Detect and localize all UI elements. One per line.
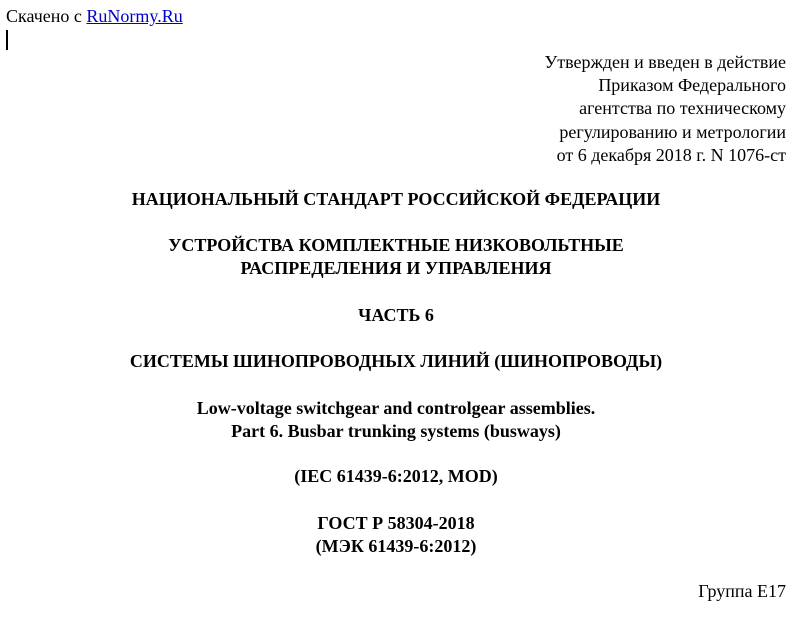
approval-line: регулированию и метрологии [559,121,786,142]
approval-line: Утвержден и введен в действие [544,52,786,72]
downloaded-from-line [6,5,183,27]
text-cursor [6,30,8,50]
approval-block [544,51,786,167]
national-standard-text: НАЦИОНАЛЬНЫЙ СТАНДАРТ РОССИЙСКОЙ ФЕДЕРАЦИИ [131,189,661,209]
part-heading [0,304,792,327]
title-line: УСТРОЙСТВА КОМПЛЕКТНЫЕ НИЗКОВОЛЬТНЫЕ [168,235,624,255]
iec-text: (IEC 61439-6:2012, MOD) [294,466,498,486]
systems-heading [0,350,792,373]
approval-line: агентства по техническому [579,98,786,119]
gost-line: (МЭК 61439-6:2012) [315,536,477,556]
systems-text: СИСТЕМЫ ШИНОПРОВОДНЫХ ЛИНИЙ (ШИНОПРОВОДЫ) [129,351,663,371]
english-title-line: Low-voltage switchgear and controlgear assemblies. [196,398,596,418]
english-title [0,397,792,443]
approval-line: Приказом Федерального [598,75,786,96]
part-text: ЧАСТЬ 6 [358,305,434,325]
national-standard-heading [0,188,792,211]
iec-reference [0,465,792,488]
document-title [0,234,792,280]
approval-line: от 6 декабря 2018 г. N 1076-ст [556,144,786,165]
runormy-link[interactable]: RuNormy.Ru [86,6,183,26]
gost-designation [0,512,792,558]
title-line: РАСПРЕДЕЛЕНИЯ И УПРАВЛЕНИЯ [240,258,552,278]
english-title-line: Part 6. Busbar trunking systems (busways) [231,421,561,441]
gost-line: ГОСТ Р 58304-2018 [317,513,475,533]
downloaded-prefix: Скачено с [6,6,82,26]
group-code: Группа Е17 [698,581,786,601]
